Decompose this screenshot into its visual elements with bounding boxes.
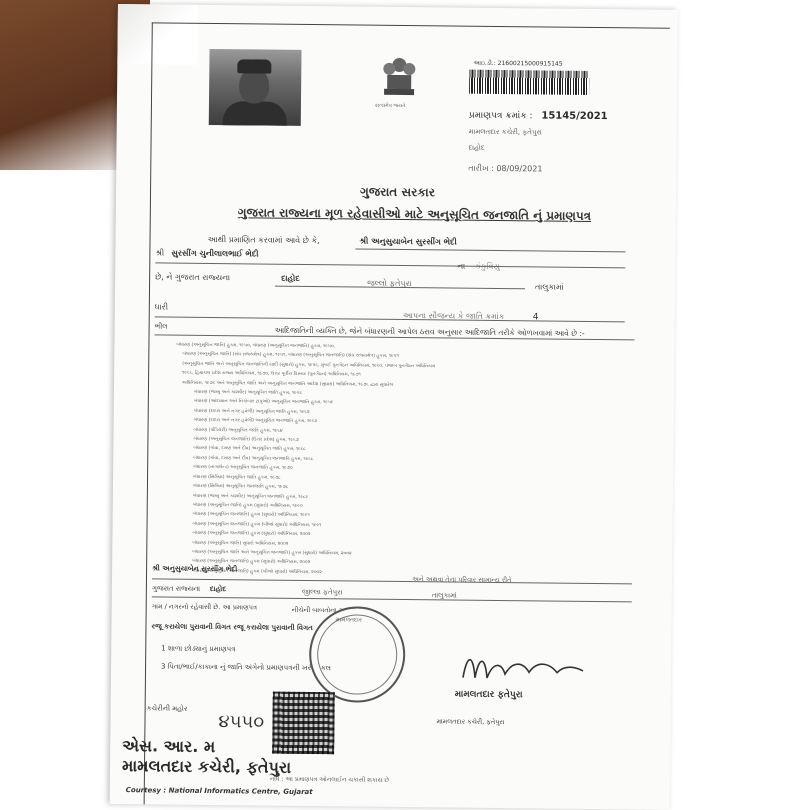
order-list-item: બંધારણ (સિક્કિમ) અનુસૂચિત જનજાતિ હુકમ, ૧૯૭૮ (192, 483, 289, 490)
date-value: 08/09/2021 (496, 163, 543, 174)
document-1: 1 શાળા છોડ્યાનું પ્રમાણપત્ર (161, 644, 236, 654)
taluka-value: જલ્લો ફતેપુરા (367, 278, 412, 289)
barcode-number: આઇ.ડી.: 21600215000915145 (473, 59, 563, 68)
order-list-item: બંધારણ (અનુસૂચિત જનજાતિ) (ઉત્તર પ્રદેશ) હુકમ, ૧૯૬૭ (193, 436, 299, 443)
caste-label: ધારી (154, 302, 169, 312)
order-list-item: ૧૯૬૬, હિમાચલ પ્રદેશ રાજ્ય અધિનિયમ, ૧૯૭૦, ઉત્તર પૂર્વીય વિસ્તાર (પુનર્ગઠન) અધિનિયમ, ૧૯૭૧ (182, 370, 361, 378)
certificate-number-row (469, 110, 608, 122)
resident-label: છે, ને ગુજરાત રાજ્યના (155, 272, 231, 283)
order-list-item: બંધારણ (દાદરા અને નગર હવેલી) અનુસૂચિત જનજાતિ હુકમ, ૧૯૬૨ (193, 418, 318, 425)
certificate-number-label: પ્રમાણપત્ર ક્રમાંક : (468, 110, 533, 122)
office-seal-label: કચેરીની મહોર (146, 704, 188, 713)
date-label: તારીખ : (468, 163, 494, 173)
order-list-item: બંધારણ (જમ્મુ અને કાશ્મીર) અનુસૂચિત જનજાતિ હુકમ, ૧૯૮૯ (192, 493, 309, 500)
order-list-item: બંધારણ (આંદામાન અને નિકોબાર ટાપુઓ) અનુસૂચિત જનજાતિ હુકમ, ૧૯૫૯ (193, 399, 334, 406)
document-2: 3 પિતા/ભાઈ/કાકાના નું જાતિ અંગેનો પ્રમાણપત્રની ખરી નકલ (161, 662, 332, 673)
stamp-line-1: એસ. આર. મ (122, 736, 216, 757)
residence-line: ગામ / નગરનો રહેવાસી છે. આ પ્રમાણપત્ર (151, 602, 258, 612)
order-list-item: બંધારણ (અનુસૂચિત જાતિ) સુધારો અધિનિયમ, ૨૦૦૨ (192, 540, 289, 547)
tribe-text: આદિજાતિની વ્યક્તિ છે, જેને બંધારણની આપેલ ઠરાવ અનુસાર આદિજાતિ તરીકે ઓળખવામાં આવે છે :- (274, 325, 585, 338)
order-list-item: બંધારણ (ગોવા, દમણ અને દીવ) અનુસૂચિત જાતિ હુકમ, ૧૯૬૮ (193, 446, 306, 453)
issued-line: નીચેની બાબતોના આધારે (291, 605, 356, 615)
courtesy-footer: Courtesy : National Informatics Centre, Gujarat (125, 786, 313, 797)
order-list-item: બંધારણ (અનુસૂચિત જાતિ અને અનુસૂચિત જનજાતિ) હુકમ (સુધારો) અધિનિયમ, ૨૦૦૨ (192, 549, 352, 557)
government-title: ગુજરાત સરકાર (359, 184, 436, 200)
constitution-order-list (174, 341, 606, 581)
caste-note: આપના સૌજન્ય કે જાતિ ક્રમાંક (402, 310, 505, 322)
stamp-line-2: મામલતદાર કચેરી, ફતેપુરા (121, 756, 292, 777)
order-list-item: બંધારણ (અનુસૂચિત જાતિ) (સંઘ રાજ્યક્ષેત્ર) હુકમ, ૧૯૫૧, બંધારણ (અનુસૂચિત જનજાતિ) (સંઘ રાજ્યક્ષેત્ર) હુકમ, ૧૯૫૧ (182, 352, 399, 360)
caste-number: 4 (532, 312, 539, 323)
officer-signature (457, 648, 587, 689)
applicant-name: શ્રી અનુસુયાબેન સુરસીંગ ભેદી (359, 236, 457, 247)
national-emblem-icon (379, 51, 420, 109)
applicant-repeat: શ્રી અનુસુયાબેન સુરસીંગ ભેદી (152, 564, 238, 574)
state-label: ગુજરાત રાજ્યના (151, 584, 201, 593)
order-list-item: બંધારણ (સિક્કિમ) અનુસૂચિત જાતિ હુકમ, ૧૯૭૮ (193, 474, 281, 481)
taluka-suffix: તાલુકામાં (535, 282, 564, 292)
order-list-item: બંધારણ (ગોવા, દમણ અને દીવ) અનુસૂચિત જનજાતિ હુકમ, ૧૯૬૮ (193, 455, 314, 462)
footer-note: નોંધ : આ પ્રમાણપત્ર ઓનલાઈન ચકાસી શકાય છે (269, 775, 390, 784)
office-seal (309, 606, 406, 703)
order-list-item: બંધારણ (દાદરા અને નગર હવેલી) અનુસૂચિત જાતિ હુકમ, ૧૯૬૨ (193, 408, 310, 415)
office-district: દાહોદ (468, 143, 485, 152)
seal-text: મામલતદાર (335, 616, 362, 624)
order-list-item: બંધારણ (જમ્મુ અને કાશ્મીર) અનુસૂચિત જાતિ હુકમ, ૧૯૫૬ (193, 389, 303, 396)
father-name: સુરસીંગ ચુનીલાલભાઈ ભેદી (171, 248, 259, 259)
lower-taluka: જીલ્લા ફતેપુરા (301, 587, 343, 597)
order-list-item: બંધારણ (અનુસૂચિત જાતિ) હુકમ (સુધારો) અધિનિયમ, ૧૯૯૦ (192, 502, 303, 509)
order-list-item: બંધારણ (અનુસૂચિત જાતિ) હુકમ, ૧૯૫૦, બંધારણ (અનુસૂચિત જનજાતિ) હુકમ, ૧૯૫૦, (176, 342, 336, 350)
village-value: કંકુવિયુ (475, 261, 500, 272)
lower-taluka-suffix: તાલુકામાં (431, 591, 457, 600)
order-list-item: બંધારણ (પોંડિચેરી) અનુસૂચિત જાતિ હુકમ, ૧૯૬૪ (193, 427, 283, 434)
handwritten-number: ૪૫૫૦ (218, 711, 265, 733)
certificate-number: 15145/2021 (541, 110, 608, 123)
order-list-item: બંધારણ (અનુસૂચિત જનજાતિ) હુકમ (સુધારો) અધિનિયમ, ૧૯૯૧ (192, 512, 310, 519)
tribe-value: ભીલ (154, 322, 168, 331)
office-name: મામલતદાર કચેરી, ફતેપુરા (468, 127, 542, 137)
family-note: અને અથવા તેના પરિવાર સામાન્ય રીતે (411, 575, 512, 585)
barcode (469, 70, 589, 95)
order-list-item: બંધારણ (અનુસૂચિત જનજાતિ) હુકમ (સુધારો) અધિનિયમ, ૨૦૦૨ (192, 530, 311, 538)
certificate-page (110, 4, 678, 810)
issue-date (468, 164, 542, 175)
signature-title: મામલતદાર ફતેપુરા (454, 689, 523, 701)
certificate-heading: ગુજરાત રાજ્યના મૂળ રહેવાસીઓ માટે અનુસૂચિત જનજાતિ નું પ્રમાણપત્ર (237, 205, 592, 223)
order-list-item: બંધારણ (અનુસૂચિત જનજાતિ) હુકમ (સુધારો) અધિનિયમ, ૨૦૦૨ (192, 559, 311, 566)
order-list-item: (અનુસૂચિત જાતિ અને અનુસૂચિત જનજાતિની યાદી (સુધારો) હુકમ, ૧૯૫૬, મુંબઈ પુનર્ગઠન અધિનિયમ, ૧૯૬૦, પંજાબ પુનર્ગઠન અધિનિયમ (182, 361, 436, 370)
order-list-item: બંધારણ (નાગાલેન્ડ) અનુસૂચિત જનજાતિ હુકમ, ૧૯૭૦ (193, 465, 293, 472)
order-list-item: બંધારણ (અનુસૂચિત જનજાતિ) હુકમ (બીજો સુધારો) અધિનિયમ, ૨૦૦૨ (192, 568, 322, 575)
order-list-item: બંધારણ (અનુસૂચિત જનજાતિ) હુકમ (બીજો સુધારો) અધિનિયમ, ૧૯૯૧ (192, 521, 322, 528)
lower-district: દાહોદ (209, 584, 227, 594)
father-prefix: શ્રી (155, 248, 165, 258)
qr-code (272, 692, 335, 755)
documents-heading: રજૂ કરાયેલા પુરાવાની વિગત રજૂ કરાયેલા પુરાવાની વિગત (151, 622, 313, 633)
emblem-caption: સત્યમેવ જયતે (374, 102, 406, 110)
intro-text: આથી પ્રમાણિત કરવામાં આવે છે કે, (207, 234, 320, 246)
village-label: ના (457, 261, 466, 271)
order-list-item: અધિનિયમ, ૧૯૭૬ અને અનુસૂચિત જાતિ અને અનુસૂચિત જનજાતિ આદેશ (સુધારા) અધિનિયમ, ૧૯૭૬ દ્વારા સુધારેલ (182, 380, 394, 388)
district-value: દાહોદ (281, 273, 300, 283)
applicant-photo (209, 49, 302, 126)
signature-office: મામલતદાર કચેરી, ફતેપુરા (436, 717, 505, 727)
